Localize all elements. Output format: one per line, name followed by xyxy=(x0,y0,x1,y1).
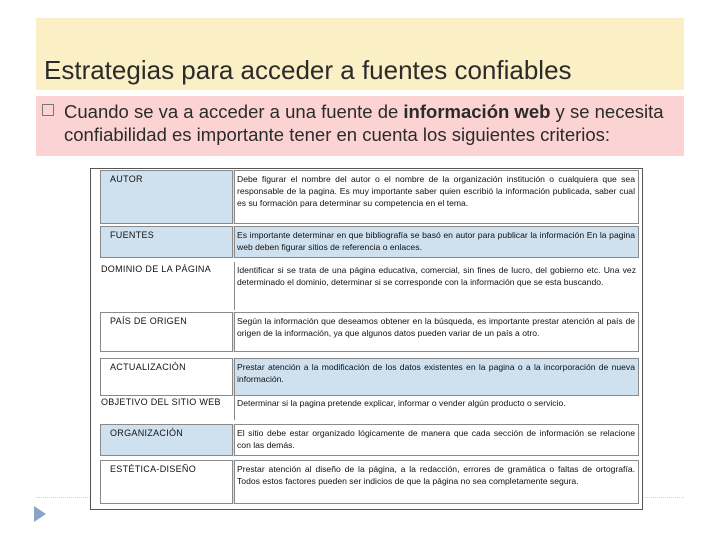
bullet-text-bold: información web xyxy=(403,101,551,122)
criterion-label: PAÍS DE ORIGEN xyxy=(100,312,233,352)
criterion-label: ACTUALIZACIÓN xyxy=(100,358,233,396)
table-row xyxy=(100,170,639,224)
table-row xyxy=(100,312,639,352)
decorative-arrow-icon xyxy=(34,506,46,522)
criterion-label: ORGANIZACIÓN xyxy=(100,424,233,456)
bullet-text-end: y se necesita confiabilidad es importante tener en cuenta los siguientes criterios: xyxy=(64,101,664,145)
criterion-description: Prestar atención a la modificación de los datos existentes en la pagina o a la incorporación de nueva información. xyxy=(234,358,639,396)
table-row xyxy=(100,460,639,504)
bullet-text-start: Cuando se va a acceder a una fuente de xyxy=(64,101,404,122)
table-row xyxy=(100,262,639,310)
criterion-description: Es importante determinar en que bibliografía se basó en autor para publicar la información En la pagina web deben figurar sitios de referencia o enlaces. xyxy=(234,226,639,258)
criterion-description: El sitio debe estar organizado lógicamente de manera que cada sección de información se relacione con las demás. xyxy=(234,424,639,456)
criterion-description: Debe figurar el nombre del autor o el nombre de la organización institución o cualquiera que sea responsable de la pagina. Es muy importante saber quien escribió la información publicada, saber cual es su formación para determinar su competencia en el tema. xyxy=(234,170,639,224)
table-row xyxy=(100,358,639,396)
table-row xyxy=(100,424,639,456)
bullet-square-icon xyxy=(42,104,54,116)
criterion-description: Según la información que deseamos obtener en la búsqueda, es importante prestar atención al país de origen de la información, ya que algunos datos pueden variar de un país a otro. xyxy=(234,312,639,352)
bullet-text xyxy=(64,100,684,146)
criterion-description: Prestar atención al diseño de la página, a la redacción, errores de gramática o faltas de ortografía. Todos estos factores pueden ser indicios de que la página no sea completamente segura. xyxy=(234,460,639,504)
criterion-label: OBJETIVO DEL SITIO WEB xyxy=(101,397,221,407)
table-row xyxy=(100,226,639,258)
criterion-description: Determinar si la pagina pretende explicar, informar o vender algún producto o servicio. xyxy=(234,395,639,420)
criterion-label: FUENTES xyxy=(100,226,233,258)
table-row xyxy=(100,395,639,420)
criterion-description: Identificar si se trata de una página educativa, comercial, sin fines de lucro, del gobierno etc. Una vez determinado el dominio, determinar si se corresponde con la información que se esta buscando. xyxy=(234,262,639,310)
criterion-label: DOMINIO DE LA PÁGINA xyxy=(101,264,212,274)
criterion-label: ESTÉTICA-DISEÑO xyxy=(100,460,233,504)
criterion-label: AUTOR xyxy=(100,170,233,224)
slide-title: Estrategias para acceder a fuentes confiables xyxy=(44,55,572,85)
